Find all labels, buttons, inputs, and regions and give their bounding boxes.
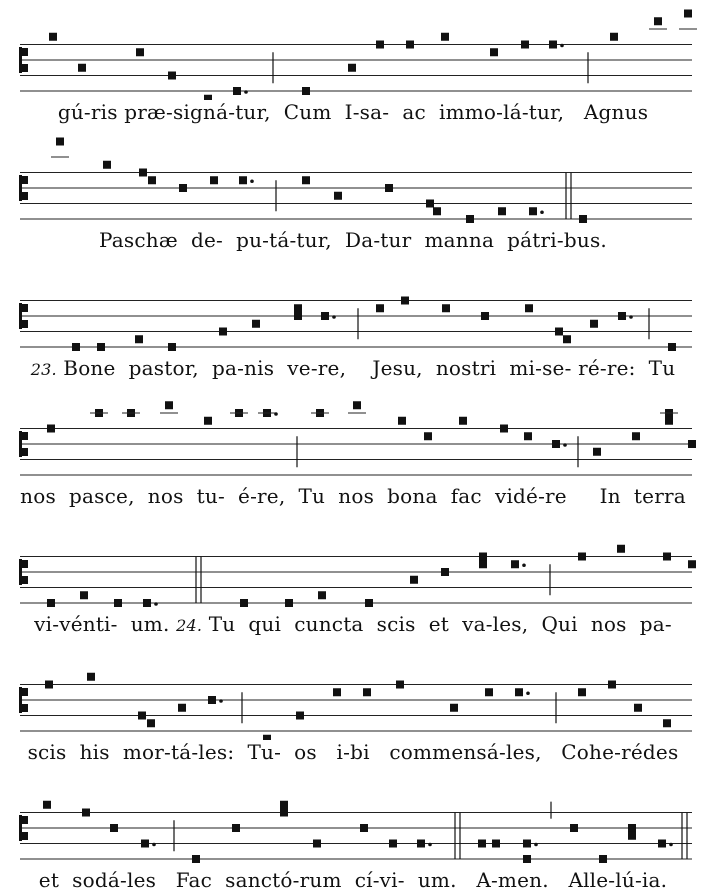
neume-note [136, 48, 144, 56]
neume-note [599, 855, 607, 863]
neume-note [525, 304, 533, 312]
mora-dot [154, 602, 158, 606]
neume-note [210, 176, 218, 184]
neume-note [318, 591, 326, 599]
neume-note [417, 840, 425, 848]
lyric-text: vi-vénti- um. [34, 612, 177, 636]
staff [0, 512, 706, 612]
staff-system [0, 768, 706, 896]
staff [0, 256, 706, 356]
mora-dot [244, 90, 248, 94]
neume-note [441, 33, 449, 41]
neume-note [578, 553, 586, 561]
neume-note [529, 207, 537, 215]
double-bar [682, 813, 687, 860]
neume-note [579, 215, 587, 223]
neume-note [280, 809, 288, 817]
lyric-line [0, 228, 706, 252]
neume-note [360, 824, 368, 832]
mora-dot [563, 443, 567, 447]
neume-note [139, 169, 147, 177]
neume-note [485, 688, 493, 696]
neume-note [442, 304, 450, 312]
staff-system [0, 512, 706, 640]
lyric-text: Tu qui cuncta scis et va-les, Qui nos pa- [202, 612, 672, 636]
neume-note [498, 207, 506, 215]
neume-note [43, 801, 51, 809]
mora-dot [332, 315, 336, 319]
lyric-line [0, 740, 706, 764]
neume-note [114, 599, 122, 607]
neume-note [321, 312, 329, 320]
neume-note [389, 840, 397, 848]
neume-note [178, 704, 186, 712]
neume-note [78, 64, 86, 72]
lyric-text: nos pasce, nos tu- é-re, Tu nos bona fac vidé-re In terra [20, 484, 686, 508]
staff-system [0, 0, 706, 128]
neume-note [219, 328, 227, 336]
neume-note [208, 696, 216, 704]
neume-note [47, 599, 55, 607]
staff [0, 0, 706, 100]
neume-note [294, 312, 302, 320]
neume-note [240, 599, 248, 607]
neume-note [135, 335, 143, 343]
mora-dot [274, 412, 278, 416]
neume-note [348, 64, 356, 72]
neume-note [433, 207, 441, 215]
neume-note [628, 832, 636, 840]
double-bar [196, 557, 201, 604]
staff-system [0, 128, 706, 256]
neume-note [478, 840, 486, 848]
neume-note [239, 176, 247, 184]
neume-note [610, 33, 618, 41]
neume-note [313, 840, 321, 848]
neume-note [110, 824, 118, 832]
neume-note [515, 688, 523, 696]
staff [0, 384, 706, 484]
neume-note [138, 712, 146, 720]
mora-dot [219, 699, 223, 703]
neume-note [363, 688, 371, 696]
neume-note [663, 719, 671, 727]
neume-note [47, 425, 55, 433]
mora-dot [629, 315, 633, 319]
double-bar [566, 173, 571, 220]
mora-dot [534, 843, 538, 847]
neume-note [552, 440, 560, 448]
mora-dot [540, 210, 544, 214]
neume-note [426, 200, 434, 208]
neume-note [334, 192, 342, 200]
neume-note [521, 41, 529, 49]
mora-dot [560, 44, 564, 48]
neume-note [168, 343, 176, 351]
neume-note [634, 704, 642, 712]
neume-note [523, 855, 531, 863]
lyric-text: scis his mor-tá-les: Tu- os i-bi commensá-les, Cohe-rédes [27, 740, 679, 764]
neume-note [103, 161, 111, 169]
neume-note [302, 176, 310, 184]
neume-note [147, 719, 155, 727]
neume-note [563, 335, 571, 343]
neume-note [376, 41, 384, 49]
neume-note [632, 432, 640, 440]
neume-note [555, 328, 563, 336]
staff-system [0, 256, 706, 384]
neume-note [654, 17, 662, 25]
neume-note [663, 553, 671, 561]
neume-note [668, 343, 676, 351]
double-bar [455, 813, 460, 860]
neume-note [179, 184, 187, 192]
neume-note [82, 809, 90, 817]
neume-note [665, 417, 673, 425]
neume-note [148, 176, 156, 184]
staff [0, 640, 706, 740]
staff [0, 768, 706, 868]
neume-note [168, 72, 176, 80]
neume-note [285, 599, 293, 607]
neume-note [658, 840, 666, 848]
mora-dot [250, 179, 254, 183]
neume-note [294, 304, 302, 312]
neume-note [365, 599, 373, 607]
neume-note [593, 448, 601, 456]
neume-note [570, 824, 578, 832]
lyric-line [0, 868, 706, 892]
neume-note [424, 432, 432, 440]
verse-number: 24. [176, 616, 203, 635]
neume-note [459, 417, 467, 425]
neume-note [523, 840, 531, 848]
neume-note [80, 591, 88, 599]
neume-note [490, 48, 498, 56]
neume-note [385, 184, 393, 192]
neume-note [280, 801, 288, 809]
neume-note [618, 312, 626, 320]
neume-note [479, 553, 487, 561]
neume-note [511, 560, 519, 568]
neume-note [204, 417, 212, 425]
lyric-text: Paschæ de- pu-tá-tur, Da-tur manna pátri-bus. [99, 228, 607, 252]
neume-note [524, 432, 532, 440]
neume-note [628, 824, 636, 832]
lyric-line [0, 100, 706, 124]
neume-note [406, 41, 414, 49]
mora-dot [526, 691, 530, 695]
neume-note [401, 297, 409, 305]
neume-note [578, 688, 586, 696]
neume-note [450, 704, 458, 712]
verse-number: 23. [30, 360, 57, 379]
mora-dot [428, 843, 432, 847]
neume-note [688, 440, 696, 448]
lyric-text: et sodá-les Fac sanctó-rum cí-vi- um. A-men. Alle-lú-ia. [38, 868, 668, 892]
lyric-line [0, 484, 706, 508]
neume-note [353, 401, 361, 409]
neume-note [56, 138, 64, 146]
neume-note [410, 576, 418, 584]
neume-note [376, 304, 384, 312]
neume-note [49, 33, 57, 41]
neume-note [684, 10, 692, 18]
neume-note [549, 41, 557, 49]
neume-note [481, 312, 489, 320]
lyric-line [0, 612, 706, 636]
lyric-text: gú-ris præ-signá-tur, Cum I-sa- ac immo-lá-tur, Agnus [57, 100, 649, 124]
neume-note [97, 343, 105, 351]
lyric-text: Bone pastor, pa-nis ve-re, Jesu, nostri mi-se- ré-re: Tu [56, 356, 676, 380]
neume-note [165, 401, 173, 409]
neume-note [87, 673, 95, 681]
neume-note [45, 681, 53, 689]
mora-dot [522, 563, 526, 567]
mora-dot [152, 843, 156, 847]
neume-note [479, 560, 487, 568]
neume-note [492, 840, 500, 848]
neume-note [398, 417, 406, 425]
staff-system [0, 384, 706, 512]
lyric-line [0, 356, 706, 380]
neume-note [302, 87, 310, 95]
neume-note [441, 568, 449, 576]
neume-note [192, 855, 200, 863]
neume-note [396, 681, 404, 689]
neume-note [333, 688, 341, 696]
neume-note [143, 599, 151, 607]
mora-dot [669, 843, 673, 847]
staff-system [0, 640, 706, 768]
neume-note [617, 545, 625, 553]
neume-note [233, 87, 241, 95]
neume-note [232, 824, 240, 832]
neume-note [466, 215, 474, 223]
neume-note [608, 681, 616, 689]
staff [0, 128, 706, 228]
neume-note [688, 560, 696, 568]
neume-note [296, 712, 304, 720]
neume-note [141, 840, 149, 848]
neume-note [500, 425, 508, 433]
neume-note [72, 343, 80, 351]
neume-note [252, 320, 260, 328]
neume-note [590, 320, 598, 328]
